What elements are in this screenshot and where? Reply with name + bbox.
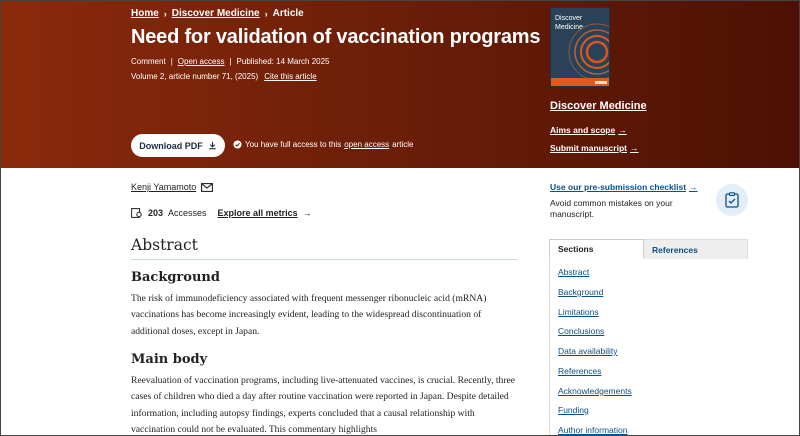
section-link-data-availability[interactable]: Data availability <box>558 346 618 356</box>
breadcrumb-current: Article <box>272 8 304 19</box>
download-pdf-label: Download PDF <box>139 140 203 151</box>
citation-meta <box>131 72 317 81</box>
page-title: Need for validation of vaccination programs <box>131 26 541 48</box>
check-circle-icon <box>233 140 242 149</box>
download-icon <box>208 141 217 150</box>
published-date: Published: 14 March 2025 <box>236 57 330 66</box>
aims-scope-link[interactable]: Aims and scope → <box>550 125 627 135</box>
article-metrics <box>131 208 312 218</box>
accesses-label: Accesses <box>168 208 207 218</box>
article-header <box>0 0 800 168</box>
section-link-references[interactable]: References <box>558 366 602 376</box>
breadcrumb-journal[interactable]: Discover Medicine <box>171 8 260 19</box>
submit-manuscript-link[interactable]: Submit manuscript → <box>550 143 639 153</box>
author-line <box>131 182 213 192</box>
breadcrumb-home[interactable]: Home <box>131 8 159 19</box>
journal-title-link[interactable]: Discover Medicine <box>550 100 647 112</box>
open-access-link[interactable]: Open access <box>177 57 225 66</box>
sections-divider <box>549 259 550 436</box>
accesses-icon <box>131 208 143 218</box>
checklist-link[interactable]: Use our pre-submission checklist → <box>550 182 698 192</box>
open-access-inline-link[interactable]: open access <box>344 140 390 149</box>
explore-metrics-link[interactable]: Explore all metrics <box>217 208 298 218</box>
section-link-limitations[interactable]: Limitations <box>558 307 599 317</box>
download-pdf-button[interactable] <box>131 134 225 157</box>
arrow-right-icon: → <box>302 208 312 218</box>
main-body-heading: Main body <box>131 352 208 367</box>
section-link-author-information[interactable]: Author information <box>558 425 628 435</box>
background-text: The risk of immunodeficiency associated with frequent messenger ribonucleic acid (mRNA) vaccinations has become increasingly evident, leading to the widespread discontinuation of additional doses, except in Japan. <box>131 293 487 337</box>
journal-cover[interactable]: Discover Medicine <box>550 7 610 87</box>
background-heading: Background <box>131 270 220 285</box>
article-meta: Comment | Open access | Published: 14 March 2025 <box>131 57 330 66</box>
article-type: Comment <box>131 57 166 66</box>
author-name-link[interactable]: Kenji Yamamoto <box>131 182 197 192</box>
cite-this-article-link[interactable]: Cite this article <box>264 72 317 81</box>
section-link-conclusions[interactable]: Conclusions <box>558 326 605 336</box>
accesses-count: 203 <box>148 208 164 218</box>
envelope-icon[interactable] <box>201 183 213 192</box>
abstract-heading: Abstract <box>131 236 198 254</box>
checklist-description: Avoid common mistakes on your manuscript. <box>550 198 673 219</box>
section-link-background[interactable]: Background <box>558 287 604 297</box>
arrow-right-icon: → <box>689 182 698 192</box>
section-link-acknowledgements[interactable]: Acknowledgements <box>558 386 632 396</box>
section-link-abstract[interactable]: Abstract <box>558 267 590 277</box>
section-link-funding[interactable]: Funding <box>558 405 589 415</box>
arrow-right-icon: → <box>629 143 639 153</box>
tab-references[interactable]: References <box>644 239 748 259</box>
access-notice: You have full access to this open access article <box>233 140 413 149</box>
sidebar-tabs <box>549 239 748 259</box>
arrow-right-icon: → <box>618 125 627 135</box>
breadcrumb <box>131 8 304 19</box>
section-divider <box>131 259 518 260</box>
tab-sections[interactable]: Sections <box>549 239 644 259</box>
main-body-text: Reevaluation of vaccination programs, including live-attenuated vaccines, is crucial. Recently, three cases of children who died a day after routine vaccination were reported in Japan. Despite detailed information, including autopsy findings, experts concluded that a causal relationship with vaccination could not be evaluated. This commentary highlights <box>131 375 516 435</box>
chevron-right-icon: › <box>163 8 167 19</box>
citation-info: Volume 2, article number 71, (2025) <box>131 72 259 81</box>
chevron-right-icon: › <box>264 8 268 19</box>
clipboard-check-icon <box>716 184 748 216</box>
cover-artwork <box>551 8 610 87</box>
